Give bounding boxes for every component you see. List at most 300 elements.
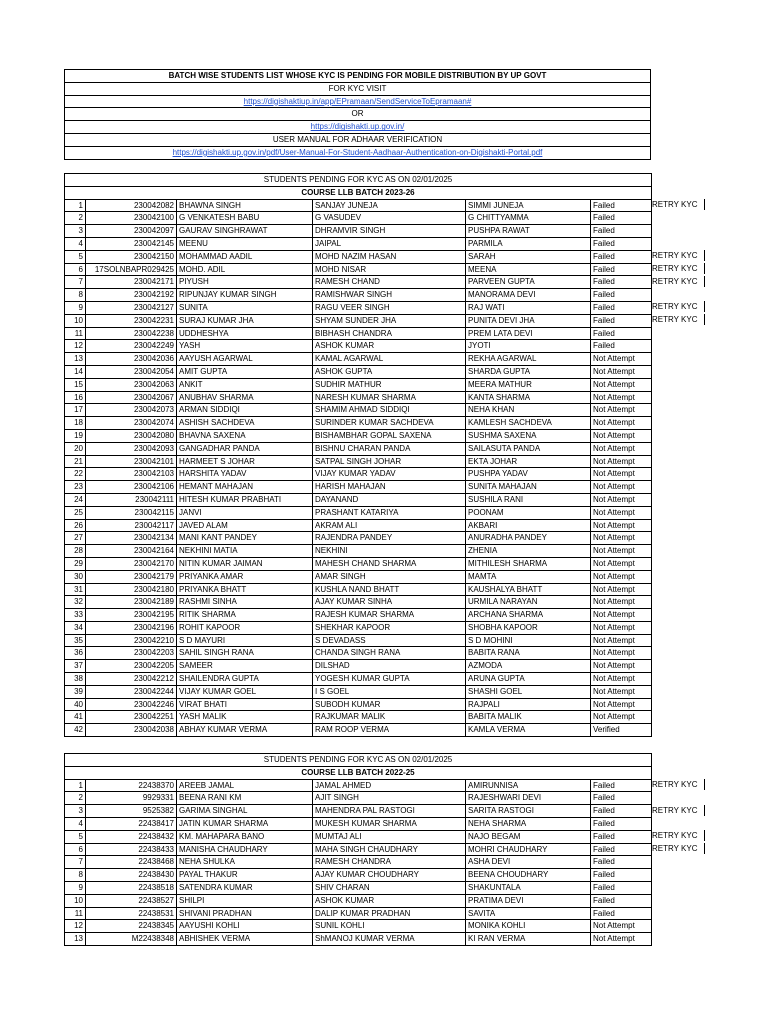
student-id-cell: 230042036 (86, 353, 177, 366)
father-name-cell: SUDHIR MATHUR (313, 378, 466, 391)
father-name-cell: MAHA SINGH CHAUDHARY (313, 843, 466, 856)
student-name-cell: MOHD. ADIL (177, 263, 313, 276)
student-id-cell: 230042073 (86, 404, 177, 417)
mother-name-cell: SHARDA GUPTA (466, 365, 591, 378)
serial-number-cell: 26 (65, 519, 86, 532)
student-name-cell: AMIT GUPTA (177, 365, 313, 378)
serial-number-cell: 12 (65, 920, 86, 933)
student-name-cell: GAURAV SINGHRAWAT (177, 225, 313, 238)
student-row (65, 881, 652, 894)
father-name-cell: YOGESH KUMAR GUPTA (313, 673, 466, 686)
student-row (65, 792, 652, 805)
student-name-cell: RIPUNJAY KUMAR SINGH (177, 289, 313, 302)
kyc-status-cell: Failed (591, 856, 652, 869)
father-name-cell: ShMANOJ KUMAR VERMA (313, 933, 466, 946)
kyc-status-cell: Not Attempt (591, 404, 652, 417)
father-name-cell: BISHNU CHARAN PANDA (313, 442, 466, 455)
kyc-status-cell: Failed (591, 881, 652, 894)
kyc-status-cell: Failed (591, 212, 652, 225)
student-row (65, 442, 652, 455)
student-id-cell: 230042038 (86, 724, 177, 737)
student-id-cell: 230042101 (86, 455, 177, 468)
student-name-cell: NEHA SHULKA (177, 856, 313, 869)
father-name-cell: NEKHINI (313, 545, 466, 558)
student-row (65, 429, 652, 442)
mother-name-cell: SHOBHA KAPOOR (466, 621, 591, 634)
father-name-cell: NARESH KUMAR SHARMA (313, 391, 466, 404)
student-name-cell: ANKIT (177, 378, 313, 391)
student-name-cell: PAYAL THAKUR (177, 869, 313, 882)
mother-name-cell: S D MOHINI (466, 634, 591, 647)
father-name-cell: DALIP KUMAR PRADHAN (313, 907, 466, 920)
student-row (65, 894, 652, 907)
retry-kyc-text: RETRY KYC (652, 200, 698, 209)
cell-border-mark (704, 276, 705, 287)
student-name-cell: S D MAYURI (177, 634, 313, 647)
student-row (65, 250, 652, 263)
student-name-cell: BHAVNA SAXENA (177, 429, 313, 442)
student-name-cell: NITIN KUMAR JAIMAN (177, 557, 313, 570)
serial-number-cell: 30 (65, 570, 86, 583)
serial-number-cell: 13 (65, 353, 86, 366)
mother-name-cell: RAJESHWARI DEVI (466, 792, 591, 805)
mother-name-cell: JYOTI (466, 340, 591, 353)
serial-number-cell: 9 (65, 881, 86, 894)
mother-name-cell: PARMILA (466, 237, 591, 250)
mother-name-cell: PRATIMA DEVI (466, 894, 591, 907)
retry-kyc-label (652, 843, 705, 855)
mother-name-cell: URMILA NARAYAN (466, 596, 591, 609)
father-name-cell: PRASHANT KATARIYA (313, 506, 466, 519)
student-id-cell: 230042189 (86, 596, 177, 609)
kyc-status-cell: Not Attempt (591, 711, 652, 724)
student-id-cell: 22438468 (86, 856, 177, 869)
father-name-cell: ASHOK KUMAR (313, 894, 466, 907)
student-name-cell: SHIVANI PRADHAN (177, 907, 313, 920)
student-name-cell: HARMEET S JOHAR (177, 455, 313, 468)
father-name-cell: RAM ROOP VERMA (313, 724, 466, 737)
kyc-status-cell: Failed (591, 843, 652, 856)
serial-number-cell: 40 (65, 698, 86, 711)
student-name-cell: NEKHINI MATIA (177, 545, 313, 558)
mother-name-cell: SHAKUNTALA (466, 881, 591, 894)
mother-name-cell: SAILASUTA PANDA (466, 442, 591, 455)
mother-name-cell: PUSHPA RAWAT (466, 225, 591, 238)
epramaan-link[interactable]: https://digishaktiup.in/app/EPramaan/SendServiceToEpramaan# (65, 95, 651, 108)
student-name-cell: SHAILENDRA GUPTA (177, 673, 313, 686)
student-id-cell: 230042082 (86, 199, 177, 212)
student-row (65, 596, 652, 609)
mother-name-cell: PUSHPA YADAV (466, 468, 591, 481)
kyc-status-cell: Failed (591, 779, 652, 792)
serial-number-cell: 36 (65, 647, 86, 660)
student-row (65, 843, 652, 856)
student-row (65, 920, 652, 933)
student-id-cell: 230042244 (86, 685, 177, 698)
serial-number-cell: 1 (65, 199, 86, 212)
student-id-cell: 230042203 (86, 647, 177, 660)
retry-kyc-text: RETRY KYC (652, 780, 698, 789)
student-name-cell: AAYUSHI KOHLI (177, 920, 313, 933)
student-name-cell: SAMEER (177, 660, 313, 673)
student-name-cell: JAVED ALAM (177, 519, 313, 532)
retry-kyc-text: RETRY KYC (652, 277, 698, 286)
mother-name-cell: AZMODA (466, 660, 591, 673)
father-name-cell: AKRAM ALI (313, 519, 466, 532)
kyc-status-cell: Failed (591, 340, 652, 353)
mother-name-cell: NEHA KHAN (466, 404, 591, 417)
father-name-cell: AJIT SINGH (313, 792, 466, 805)
mother-name-cell: MEENA (466, 263, 591, 276)
student-id-cell: 230042249 (86, 340, 177, 353)
student-id-cell: 230042196 (86, 621, 177, 634)
student-id-cell: 22438518 (86, 881, 177, 894)
student-row (65, 404, 652, 417)
student-row (65, 621, 652, 634)
mother-name-cell: MONIKA KOHLI (466, 920, 591, 933)
serial-number-cell: 42 (65, 724, 86, 737)
course-title: COURSE LLB BATCH 2023-26 (65, 186, 652, 199)
student-name-cell: VIJAY KUMAR GOEL (177, 685, 313, 698)
kyc-status-cell: Not Attempt (591, 481, 652, 494)
father-name-cell: RAMISHWAR SINGH (313, 289, 466, 302)
student-id-cell: 230042212 (86, 673, 177, 686)
student-id-cell: 230042074 (86, 417, 177, 430)
retry-kyc-text: RETRY KYC (652, 831, 698, 840)
student-row (65, 724, 652, 737)
kyc-status-cell: Not Attempt (591, 532, 652, 545)
student-id-cell: 230042145 (86, 237, 177, 250)
student-name-cell: ABHISHEK VERMA (177, 933, 313, 946)
father-name-cell: DAYANAND (313, 493, 466, 506)
kyc-status-cell: Not Attempt (591, 673, 652, 686)
father-name-cell: RAJESH KUMAR SHARMA (313, 609, 466, 622)
student-name-cell: G VENKATESH BABU (177, 212, 313, 225)
student-row (65, 805, 652, 818)
student-row (65, 314, 652, 327)
student-id-cell: 230042231 (86, 314, 177, 327)
serial-number-cell: 6 (65, 843, 86, 856)
student-id-cell: 230042238 (86, 327, 177, 340)
retry-kyc-text: RETRY KYC (652, 844, 698, 853)
cell-border-mark (704, 314, 705, 325)
retry-kyc-label (652, 779, 705, 791)
student-row (65, 365, 652, 378)
kyc-status-cell: Not Attempt (591, 647, 652, 660)
student-name-cell: SAHIL SINGH RANA (177, 647, 313, 660)
student-row (65, 468, 652, 481)
student-id-cell: 230042106 (86, 481, 177, 494)
student-id-cell: 22438417 (86, 817, 177, 830)
father-name-cell: CHANDA SINGH RANA (313, 647, 466, 660)
father-name-cell: HARISH MAHAJAN (313, 481, 466, 494)
student-id-cell: 22438430 (86, 869, 177, 882)
student-name-cell: RITIK SHARMA (177, 609, 313, 622)
retry-kyc-text: RETRY KYC (652, 806, 698, 815)
mother-name-cell: KAUSHALYA BHATT (466, 583, 591, 596)
student-row (65, 455, 652, 468)
serial-number-cell: 35 (65, 634, 86, 647)
retry-kyc-label (652, 263, 705, 275)
student-name-cell: SURAJ KUMAR JHA (177, 314, 313, 327)
kyc-status-cell: Not Attempt (591, 468, 652, 481)
student-row (65, 378, 652, 391)
mother-name-cell: KANTA SHARMA (466, 391, 591, 404)
student-name-cell: ABHAY KUMAR VERMA (177, 724, 313, 737)
retry-kyc-label (652, 301, 705, 313)
kyc-status-cell: Failed (591, 250, 652, 263)
mother-name-cell: REKHA AGARWAL (466, 353, 591, 366)
serial-number-cell: 11 (65, 907, 86, 920)
student-row (65, 493, 652, 506)
mother-name-cell: SAVITA (466, 907, 591, 920)
student-id-cell: 230042117 (86, 519, 177, 532)
mother-name-cell: BEENA CHOUDHARY (466, 869, 591, 882)
student-row (65, 779, 652, 792)
student-row (65, 856, 652, 869)
student-row (65, 698, 652, 711)
serial-number-cell: 7 (65, 856, 86, 869)
serial-number-cell: 32 (65, 596, 86, 609)
father-name-cell: I S GOEL (313, 685, 466, 698)
student-row (65, 685, 652, 698)
block-title: STUDENTS PENDING FOR KYC AS ON 02/01/2025 (65, 754, 652, 767)
cell-border-mark (704, 301, 705, 312)
header-table (64, 69, 651, 160)
student-id-cell: 230042067 (86, 391, 177, 404)
student-row (65, 907, 652, 920)
student-id-cell: 230042111 (86, 493, 177, 506)
mother-name-cell: SUSHILA RANI (466, 493, 591, 506)
serial-number-cell: 19 (65, 429, 86, 442)
kyc-status-cell: Not Attempt (591, 519, 652, 532)
student-id-cell: 230042134 (86, 532, 177, 545)
kyc-status-cell: Not Attempt (591, 442, 652, 455)
father-name-cell: RAJKUMAR MALIK (313, 711, 466, 724)
student-row (65, 481, 652, 494)
student-row (65, 301, 652, 314)
student-row (65, 545, 652, 558)
serial-number-cell: 8 (65, 869, 86, 882)
kyc-status-cell: Failed (591, 199, 652, 212)
mother-name-cell: NEHA SHARMA (466, 817, 591, 830)
student-row (65, 225, 652, 238)
kyc-status-cell: Not Attempt (591, 493, 652, 506)
student-id-cell: 230042179 (86, 570, 177, 583)
kyc-status-cell: Not Attempt (591, 621, 652, 634)
student-id-cell: 230042097 (86, 225, 177, 238)
father-name-cell: JAMAL AHMED (313, 779, 466, 792)
student-name-cell: BHAWNA SINGH (177, 199, 313, 212)
kyc-status-cell: Not Attempt (591, 353, 652, 366)
student-id-cell: 230042127 (86, 301, 177, 314)
kyc-status-cell: Failed (591, 327, 652, 340)
student-name-cell: YASH MALIK (177, 711, 313, 724)
cell-border-mark (704, 843, 705, 854)
serial-number-cell: 23 (65, 481, 86, 494)
student-row (65, 327, 652, 340)
student-row (65, 673, 652, 686)
student-id-cell: 230042063 (86, 378, 177, 391)
retry-kyc-label (652, 805, 705, 817)
kyc-status-cell: Not Attempt (591, 634, 652, 647)
mother-name-cell: SARITA RASTOGI (466, 805, 591, 818)
student-name-cell: ARMAN SIDDIQI (177, 404, 313, 417)
serial-number-cell: 31 (65, 583, 86, 596)
kyc-status-cell: Not Attempt (591, 545, 652, 558)
serial-number-cell: 4 (65, 817, 86, 830)
father-name-cell: MOHD NISAR (313, 263, 466, 276)
student-id-cell: 230042192 (86, 289, 177, 302)
student-name-cell: HITESH KUMAR PRABHATI (177, 493, 313, 506)
mother-name-cell: SHASHI GOEL (466, 685, 591, 698)
student-name-cell: AAYUSH AGARWAL (177, 353, 313, 366)
kyc-status-cell: Not Attempt (591, 660, 652, 673)
student-id-cell: 230042054 (86, 365, 177, 378)
student-row (65, 391, 652, 404)
mother-name-cell: RAJPALI (466, 698, 591, 711)
father-name-cell: AJAY KUMAR SINHA (313, 596, 466, 609)
student-row (65, 199, 652, 212)
user-manual-link[interactable]: https://digishakti.up.gov.in/pdf/User-Manual-For-Student-Aadhaar-Authentication-on-Digishakti-Portal.pdf (65, 146, 651, 159)
student-row (65, 583, 652, 596)
student-id-cell: 22438531 (86, 907, 177, 920)
student-id-cell: 230042180 (86, 583, 177, 596)
serial-number-cell: 1 (65, 779, 86, 792)
kyc-status-cell: Not Attempt (591, 698, 652, 711)
kyc-status-cell: Failed (591, 907, 652, 920)
student-id-cell: 230042246 (86, 698, 177, 711)
serial-number-cell: 2 (65, 792, 86, 805)
student-name-cell: MOHAMMAD AADIL (177, 250, 313, 263)
student-id-cell: 230042093 (86, 442, 177, 455)
serial-number-cell: 33 (65, 609, 86, 622)
student-id-cell: 9929331 (86, 792, 177, 805)
student-name-cell: SUNITA (177, 301, 313, 314)
serial-number-cell: 6 (65, 263, 86, 276)
retry-kyc-label (652, 199, 705, 211)
kyc-status-cell: Not Attempt (591, 378, 652, 391)
serial-number-cell: 16 (65, 391, 86, 404)
serial-number-cell: 10 (65, 894, 86, 907)
serial-number-cell: 2 (65, 212, 86, 225)
cell-border-mark (704, 263, 705, 274)
kyc-status-cell: Not Attempt (591, 391, 652, 404)
kyc-status-cell: Not Attempt (591, 570, 652, 583)
serial-number-cell: 5 (65, 830, 86, 843)
student-name-cell: MANI KANT PANDEY (177, 532, 313, 545)
kyc-status-cell: Not Attempt (591, 685, 652, 698)
student-id-cell: 230042080 (86, 429, 177, 442)
father-name-cell: MAHENDRA PAL RASTOGI (313, 805, 466, 818)
kyc-status-cell: Not Attempt (591, 506, 652, 519)
cell-border-mark (704, 805, 705, 816)
student-name-cell: SATENDRA KUMAR (177, 881, 313, 894)
serial-number-cell: 5 (65, 250, 86, 263)
serial-number-cell: 29 (65, 557, 86, 570)
student-row (65, 263, 652, 276)
mother-name-cell: SIMMI JUNEJA (466, 199, 591, 212)
father-name-cell: DILSHAD (313, 660, 466, 673)
kyc-status-cell: Failed (591, 276, 652, 289)
serial-number-cell: 28 (65, 545, 86, 558)
father-name-cell: SATPAL SINGH JOHAR (313, 455, 466, 468)
student-id-cell: 230042170 (86, 557, 177, 570)
student-name-cell: JATIN KUMAR SHARMA (177, 817, 313, 830)
student-row (65, 353, 652, 366)
student-row (65, 869, 652, 882)
serial-number-cell: 41 (65, 711, 86, 724)
mother-name-cell: MANORAMA DEVI (466, 289, 591, 302)
student-id-cell: 9525382 (86, 805, 177, 818)
student-id-cell: 17SOLNBAPR029425 (86, 263, 177, 276)
serial-number-cell: 27 (65, 532, 86, 545)
student-id-cell: 22438370 (86, 779, 177, 792)
kyc-status-cell: Failed (591, 830, 652, 843)
father-name-cell: SHIV CHARAN (313, 881, 466, 894)
father-name-cell: ASHOK KUMAR (313, 340, 466, 353)
kyc-status-cell: Not Attempt (591, 455, 652, 468)
student-id-cell: 230042205 (86, 660, 177, 673)
kyc-status-cell: Not Attempt (591, 583, 652, 596)
kyc-status-cell: Not Attempt (591, 609, 652, 622)
student-row (65, 212, 652, 225)
student-name-cell: RASHMI SINHA (177, 596, 313, 609)
digishakti-link[interactable]: https://digishakti.up.gov.in/ (65, 121, 651, 134)
father-name-cell: RAGU VEER SINGH (313, 301, 466, 314)
serial-number-cell: 20 (65, 442, 86, 455)
mother-name-cell: MOHRI CHAUDHARY (466, 843, 591, 856)
retry-kyc-label (652, 314, 705, 326)
serial-number-cell: 12 (65, 340, 86, 353)
mother-name-cell: SUSHMA SAXENA (466, 429, 591, 442)
student-row (65, 609, 652, 622)
student-row (65, 289, 652, 302)
mother-name-cell: ANURADHA PANDEY (466, 532, 591, 545)
father-name-cell: S DEVADASS (313, 634, 466, 647)
father-name-cell: KAMAL AGARWAL (313, 353, 466, 366)
cell-border-mark (704, 250, 705, 261)
course-title: COURSE LLB BATCH 2022-25 (65, 766, 652, 779)
serial-number-cell: 21 (65, 455, 86, 468)
kyc-status-cell: Verified (591, 724, 652, 737)
mother-name-cell: BABITA RANA (466, 647, 591, 660)
retry-kyc-text: RETRY KYC (652, 315, 698, 324)
kyc-status-cell: Failed (591, 869, 652, 882)
batch-2022-25-table (64, 753, 652, 946)
student-id-cell: 230042100 (86, 212, 177, 225)
serial-number-cell: 37 (65, 660, 86, 673)
student-row (65, 933, 652, 946)
serial-number-cell: 11 (65, 327, 86, 340)
student-row (65, 647, 652, 660)
serial-number-cell: 18 (65, 417, 86, 430)
mother-name-cell: PREM LATA DEVI (466, 327, 591, 340)
kyc-status-cell: Not Attempt (591, 365, 652, 378)
student-id-cell: 230042150 (86, 250, 177, 263)
kyc-status-cell: Not Attempt (591, 596, 652, 609)
student-name-cell: ROHIT KAPOOR (177, 621, 313, 634)
student-id-cell: 22438432 (86, 830, 177, 843)
serial-number-cell: 4 (65, 237, 86, 250)
for-kyc-text: FOR KYC VISIT (65, 82, 651, 95)
kyc-status-cell: Failed (591, 237, 652, 250)
mother-name-cell: ZHENIA (466, 545, 591, 558)
father-name-cell: AJAY KUMAR CHOUDHARY (313, 869, 466, 882)
student-id-cell: 230042164 (86, 545, 177, 558)
father-name-cell: SURINDER KUMAR SACHDEVA (313, 417, 466, 430)
retry-kyc-label (652, 250, 705, 262)
